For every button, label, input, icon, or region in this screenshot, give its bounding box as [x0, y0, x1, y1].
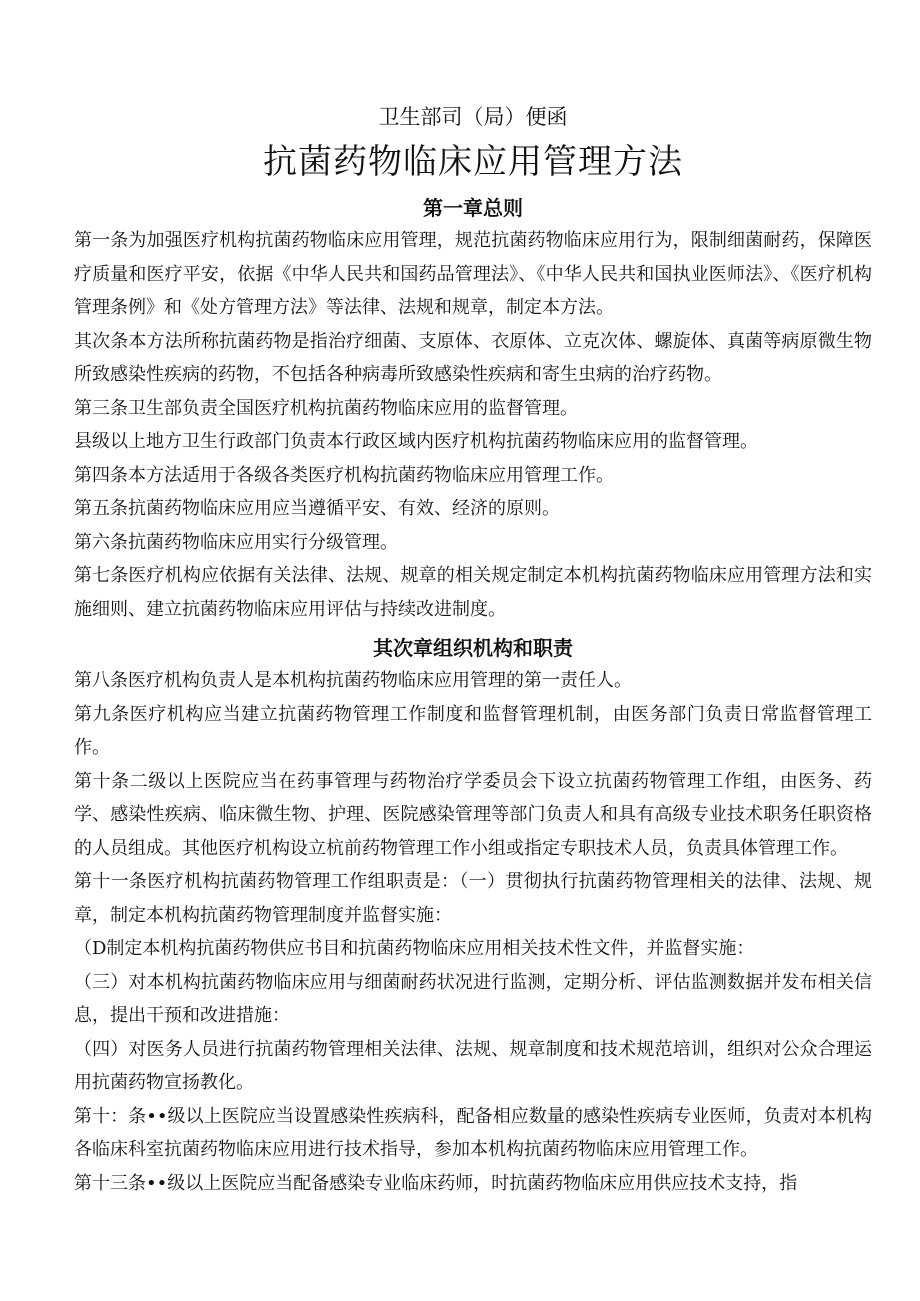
chapter-2	[74, 632, 872, 1200]
article-paragraph: 第十条二级以上医院应当在药事管理与药物治疗学委员会下设立抗菌药物管理工作组，由医务、药学、感染性疾病、临床微生物、护理、医院感染管理等部门负责人和具有高级专业技术职务任职资格的人员组成。其他医疗机构设立杭前药物管理工作小组或指定专职技术人员，负责具体管理工作。	[74, 770, 872, 859]
article-paragraph: 第八条医疗机构负责人是本机构抗菌药物临床应用管理的第一责任人。	[74, 670, 632, 691]
article-paragraph: 第七条医疗机构应依据有关法律、法规、规章的相关规定制定本机构抗菌药物临床应用管理方法和实施细则、建立抗菌药物临床应用评估与持续改进制度。	[74, 565, 872, 620]
document-page	[74, 100, 872, 1200]
article-paragraph: 第十一条医疗机构抗菌药物管理工作组职责是：（一）贯彻执行抗菌药物管理相关的法律、法规、规章，制定本机构抗菌药物管理制度并监督实施：	[74, 871, 872, 926]
chapter-heading: 第一章总则	[423, 196, 523, 220]
document-header: 卫生部司（局）便函	[378, 105, 568, 129]
document-title: 抗菌药物临床应用管理方法	[263, 142, 683, 182]
article-paragraph: 第十三条••级以上医院应当配备感染专业临床药师，时抗菌药物临床应用供应技术支持，指	[74, 1172, 798, 1194]
article-paragraph: （四）对医务人员进行抗菌药物管理相关法律、法规、规章制度和技术规范培训，组织对公众合理运用抗菌药物宣扬教化。	[74, 1038, 872, 1093]
article-paragraph: 第一条为加强医疗机构抗菌药物临床应用管理，规范抗菌药物临床应用行为，限制细菌耐药，保障医疗质量和医疗平安，依据《中华人民共和国药品管理法》、《中华人民共和国执业医师法》、《医疗机构管理条例》和《处方管理方法》等法律、法规和规章，制定本方法。	[74, 230, 872, 318]
article-paragraph: 其次条本方法所称抗菌药物是指治疗细菌、支原体、衣原体、立克次体、螺旋体、真菌等病原微生物所致感染性疾病的药物，不包括各种病毒所致感染性疾病和寄生虫病的治疗药物。	[74, 330, 872, 385]
article-paragraph: 第三条卫生部负责全国医疗机构抗菌药物临床应用的监督管理。	[74, 397, 578, 419]
article-paragraph: 第十：条••级以上医院应当设置感染性疾病科，配备相应数量的感染性疾病专业医师，负责对本机构各临床科室抗菌药物临床应用进行技术指导，参加本机构抗菌药物临床应用管理工作。	[74, 1105, 872, 1160]
article-paragraph: 第九条医疗机构应当建立抗菌药物管理工作制度和监督管理机制，由医务部门负责日常监督管理工作。	[74, 703, 872, 758]
article-paragraph: 第五条抗菌药物临床应用应当遵循平安、有效、经济的原则。	[74, 498, 560, 519]
article-paragraph: 县级以上地方卫生行政部门负责本行政区域内医疗机构抗菌药物临床应用的监督管理。	[74, 431, 758, 452]
article-paragraph: （D制定本机构抗菌药物供应书目和抗菌药物临床应用相关技术性文件，并监督实施：	[74, 938, 755, 959]
article-paragraph: （三）对本机构抗菌药物临床应用与细菌耐药状况进行监测，定期分析、评估监测数据并发布相关信息，提出干预和改进措施：	[74, 971, 872, 1026]
article-paragraph: 第六条抗菌药物临床应用实行分级管理。	[74, 531, 398, 553]
article-paragraph: 第四条本方法适用于各级各类医疗机构抗菌药物临床应用管理工作。	[74, 464, 614, 486]
chapter-1	[74, 192, 872, 626]
chapter-heading: 其次章组织机构和职责	[373, 636, 573, 660]
